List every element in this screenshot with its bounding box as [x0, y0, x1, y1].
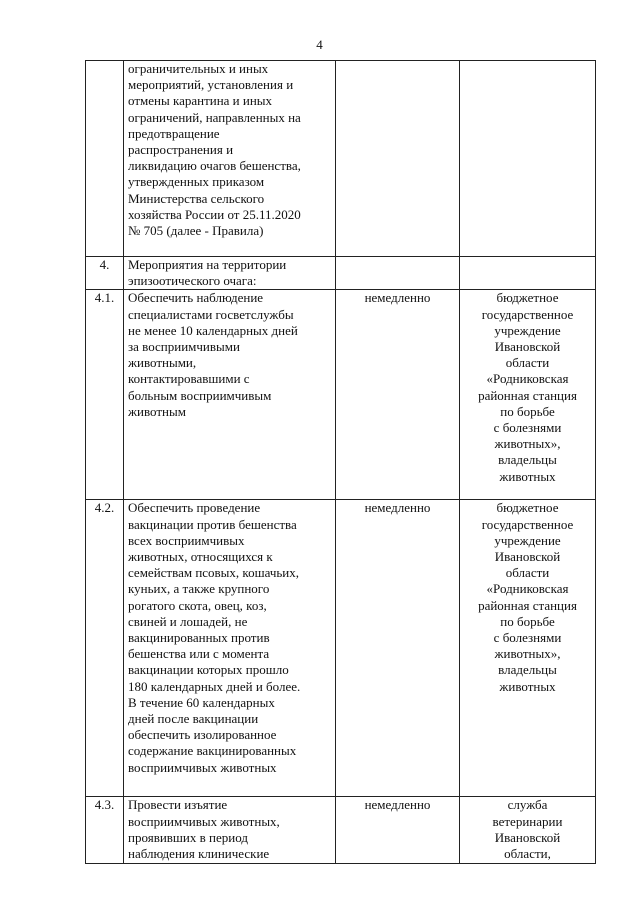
action-line: Обеспечить наблюдение [128, 290, 264, 306]
responsible-line: служба [507, 797, 548, 813]
responsible-line: государственное [481, 306, 574, 322]
action-line: Мероприятия на территории [128, 257, 287, 272]
item-number-cell: 4. [86, 257, 124, 290]
action-line: семействам псовых, кошачьих, [128, 565, 300, 581]
responsible-cell [460, 257, 596, 290]
action-line: предотвращение [128, 125, 220, 141]
action-line: за восприимчивыми [128, 339, 240, 355]
responsible-cell [460, 797, 596, 864]
action-line: распространения и [128, 142, 234, 158]
action-line: не менее 10 календарных дней [128, 322, 298, 338]
action-line: дней после вакцинации [128, 711, 259, 727]
action-line: 180 календарных дней и более. [128, 678, 301, 694]
responsible-line: Ивановской [494, 549, 561, 565]
action-line: всех восприимчивых [128, 532, 245, 548]
deadline-cell: немедленно [336, 290, 460, 500]
responsible-line: животных», [494, 436, 561, 452]
responsible-line: бюджетное [496, 290, 559, 306]
responsible-line: районная станция [478, 387, 577, 403]
action-line: восприимчивых животных, [128, 813, 280, 829]
action-line: животных, относящихся к [128, 549, 273, 565]
action-line: специалистами госветслужбы [128, 306, 294, 322]
responsible-line: по борьбе [500, 403, 555, 419]
action-line: рогатого скота, овец, коз, [128, 597, 267, 613]
measures-table [85, 60, 596, 864]
item-number-cell: 4.1. [86, 290, 124, 500]
deadline-cell [336, 61, 460, 257]
responsible-line: «Родниковская [486, 581, 569, 597]
deadline-cell [336, 257, 460, 290]
responsible-line: Ивановской [494, 829, 561, 845]
responsible-line: с болезнями [493, 420, 562, 436]
action-line: ликвидацию очагов бешенства, [128, 158, 301, 174]
responsible-line: учреждение [494, 322, 561, 338]
action-line: содержание вакцинированных [128, 743, 297, 759]
action-line: свиней и лошадей, не [128, 613, 248, 629]
deadline-cell: немедленно [336, 797, 460, 864]
responsible-line: владельцы [498, 452, 557, 468]
responsible-line: области, [504, 846, 551, 862]
action-line: животными, [128, 355, 197, 371]
table-row [86, 61, 596, 257]
action-cell [124, 290, 336, 500]
responsible-line: животных [499, 468, 556, 484]
item-number-cell: 4.2. [86, 500, 124, 797]
item-number-cell: 4.3. [86, 797, 124, 864]
deadline-cell: немедленно [336, 500, 460, 797]
responsible-line: государственное [481, 516, 574, 532]
action-line: животным [128, 403, 186, 419]
responsible-cell [460, 500, 596, 797]
action-line: Обеспечить проведение [128, 500, 261, 516]
action-cell [124, 61, 336, 257]
table-row [86, 257, 596, 290]
action-line: отмены карантина и иных [128, 93, 273, 109]
responsible-line: по борьбе [500, 613, 555, 629]
action-line: контактировавшими с [128, 371, 250, 387]
action-line: мероприятий, установления и [128, 77, 294, 93]
action-line: утвержденных приказом [128, 174, 265, 190]
action-line: ограничений, направленных на [128, 109, 301, 125]
action-line: обеспечить изолированное [128, 727, 277, 743]
responsible-line: бюджетное [496, 500, 559, 516]
table-row [86, 290, 596, 500]
responsible-cell [460, 61, 596, 257]
table-row [86, 500, 596, 797]
action-line: больным восприимчивым [128, 387, 272, 403]
responsible-line: Ивановской [494, 339, 561, 355]
action-line: наблюдения клинические [128, 846, 270, 862]
action-line: проявивших в период [128, 829, 248, 845]
table-row [86, 797, 596, 864]
action-line: эпизоотического очага: [128, 273, 257, 289]
action-line: № 705 (далее - Правила) [128, 223, 264, 239]
action-cell [124, 257, 336, 290]
responsible-line: животных», [494, 646, 561, 662]
action-line: ограничительных и иных [128, 61, 269, 76]
action-line: бешенства или с момента [128, 646, 270, 662]
responsible-line: ветеринарии [492, 813, 563, 829]
responsible-line: владельцы [498, 662, 557, 678]
action-line: вакцинации которых прошло [128, 662, 289, 678]
action-line: куньих, а также крупного [128, 581, 270, 597]
item-number-cell [86, 61, 124, 257]
responsible-line: с болезнями [493, 630, 562, 646]
responsible-line: районная станция [478, 597, 577, 613]
responsible-line: области [505, 355, 550, 371]
action-cell [124, 797, 336, 864]
action-line: В течение 60 календарных [128, 694, 275, 710]
responsible-line: животных [499, 678, 556, 694]
action-line: Министерства сельского [128, 190, 265, 206]
responsible-line: «Родниковская [486, 371, 569, 387]
responsible-line: области [505, 565, 550, 581]
action-line: хозяйства России от 25.11.2020 [128, 206, 301, 222]
page-number: 4 [316, 37, 323, 52]
action-line: вакцинации против бешенства [128, 516, 297, 532]
action-line: Провести изъятие [128, 797, 228, 813]
action-cell [124, 500, 336, 797]
responsible-line: учреждение [494, 532, 561, 548]
action-line: вакцинированных против [128, 630, 270, 646]
action-line: восприимчивых животных [128, 759, 277, 775]
responsible-cell [460, 290, 596, 500]
